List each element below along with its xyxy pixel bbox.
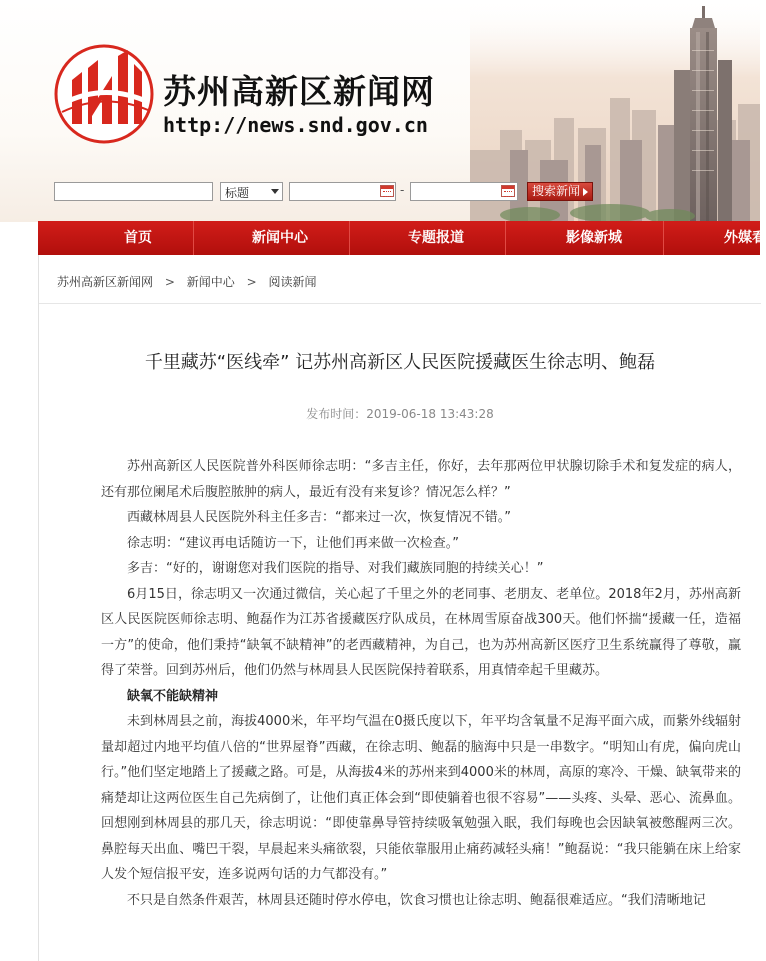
article-container xyxy=(38,255,760,961)
nav-divider xyxy=(193,221,194,255)
site-url[interactable]: http://news.snd.gov.cn xyxy=(163,113,428,137)
main-nav xyxy=(38,221,766,255)
site-name: 苏州高新区新闻网 xyxy=(163,72,435,111)
date-range-separator: - xyxy=(400,183,405,197)
nav-divider xyxy=(663,221,664,255)
calendar-icon[interactable] xyxy=(380,185,394,197)
calendar-icon[interactable] xyxy=(501,185,515,197)
article-paragraph: 6月15日，徐志明又一次通过微信，关心起了千里之外的老同事、老朋友、老单位。2018年2月，苏州高新区人民医院医师徐志明、鲍磊作为江苏省援藏医疗队成员，在林周雪原奋战300天。他们怀揣“援藏一任，造福一方”的使命，他们秉持“缺氧不缺精神”的老西藏精神，为自己，也为苏州高新区医疗卫生系统赢得了尊敬，赢得了荣誉。回到苏州后，他们仍然与林周县人民医院保持着联系，用真情牵起千里藏苏。 xyxy=(101,586,741,678)
nav-item-special-reports[interactable]: 专题报道 xyxy=(408,230,464,246)
article-paragraph: 徐志明：“建议再电话随访一下，让他们再来做一次检查。” xyxy=(127,535,459,551)
article-subheading: 缺氧不能缺精神 xyxy=(127,688,219,704)
snd-logo xyxy=(52,42,156,146)
article-paragraph: 不只是自然条件艰苦，林周县还随时停水停电，饮食习惯也让徐志明、鲍磊很难适应。“我们清晰地记 xyxy=(127,892,706,908)
breadcrumb-divider xyxy=(39,303,761,304)
nav-item-home[interactable]: 首页 xyxy=(124,230,152,246)
chevron-down-icon xyxy=(271,189,279,194)
nav-item-foreign-media[interactable]: 外媒看 xyxy=(724,230,766,246)
keyword-search-input[interactable] xyxy=(54,182,213,201)
nav-item-new-city-images[interactable]: 影像新城 xyxy=(566,230,622,246)
search-field-select[interactable] xyxy=(220,182,283,201)
site-header xyxy=(0,0,760,222)
article-body xyxy=(101,454,741,913)
article-paragraph: 未到林周县之前，海拔4000米，年平均气温在0摄氏度以下，年平均含氧量不足海平面六成，而紫外线辐射量却超过内地平均值八倍的“世界屋脊”西藏，在徐志明、鲍磊的脑海中只是一串数字。“明知山有虎，偏向虎山行。”他们坚定地踏上了援藏之路。可是，从海拔4米的苏州来到4000米的林周，高原的寒冷、干燥、缺氧带来的痛楚却让这两位医生自己先病倒了，让他们真正体会到“即使躺着也很不容易”——头疼、头晕、恶心、流鼻血。回想刚到林周县的那几天，徐志明说：“即使靠鼻导管持续吸氧勉强入眠，我们每晚也会因缺氧被憋醒两三次。鼻腔每天出血、嘴巴干裂，早晨起来头痛欲裂，只能依靠服用止痛药减轻头痛！”鲍磊说：“我只能躺在床上给家人发个短信报平安，连多说两句话的力气都没有。” xyxy=(101,714,741,882)
breadcrumb xyxy=(57,273,316,290)
breadcrumb-separator: > xyxy=(246,275,257,289)
breadcrumb-item-home[interactable]: 苏州高新区新闻网 xyxy=(57,275,154,289)
search-news-button[interactable] xyxy=(527,182,593,201)
article-title: 千里藏苏“医线牵” 记苏州高新区人民医院援藏医生徐志明、鲍磊 xyxy=(144,352,656,373)
nav-divider xyxy=(349,221,350,255)
search-news-button-label: 搜索新闻 xyxy=(532,184,581,198)
nav-item-news-center[interactable]: 新闻中心 xyxy=(252,230,308,246)
publish-time: 发布时间：2019-06-18 13:43:28 xyxy=(306,407,494,421)
article-paragraph: 多吉：“好的，谢谢您对我们医院的指导、对我们藏族同胞的持续关心！” xyxy=(127,561,544,576)
breadcrumb-separator: > xyxy=(164,275,175,289)
breadcrumb-item-read-news: 阅读新闻 xyxy=(268,275,317,289)
article-paragraph: 西藏林周县人民医院外科主任多吉：“都来过一次，恢复情况不错。” xyxy=(127,510,511,525)
nav-divider xyxy=(505,221,506,255)
search-field-selected: 标题 xyxy=(225,186,250,200)
breadcrumb-item-news-center[interactable]: 新闻中心 xyxy=(186,275,235,289)
news-search-bar xyxy=(0,180,760,204)
triangle-right-icon xyxy=(583,188,588,196)
article-paragraph: 苏州高新区人民医院普外科医师徐志明：“多吉主任，你好，去年那两位甲状腺切除手术和复发症的病人，还有那位阑尾术后腹腔脓肿的病人，最近有没有来复诊？情况怎么样？” xyxy=(101,459,741,500)
